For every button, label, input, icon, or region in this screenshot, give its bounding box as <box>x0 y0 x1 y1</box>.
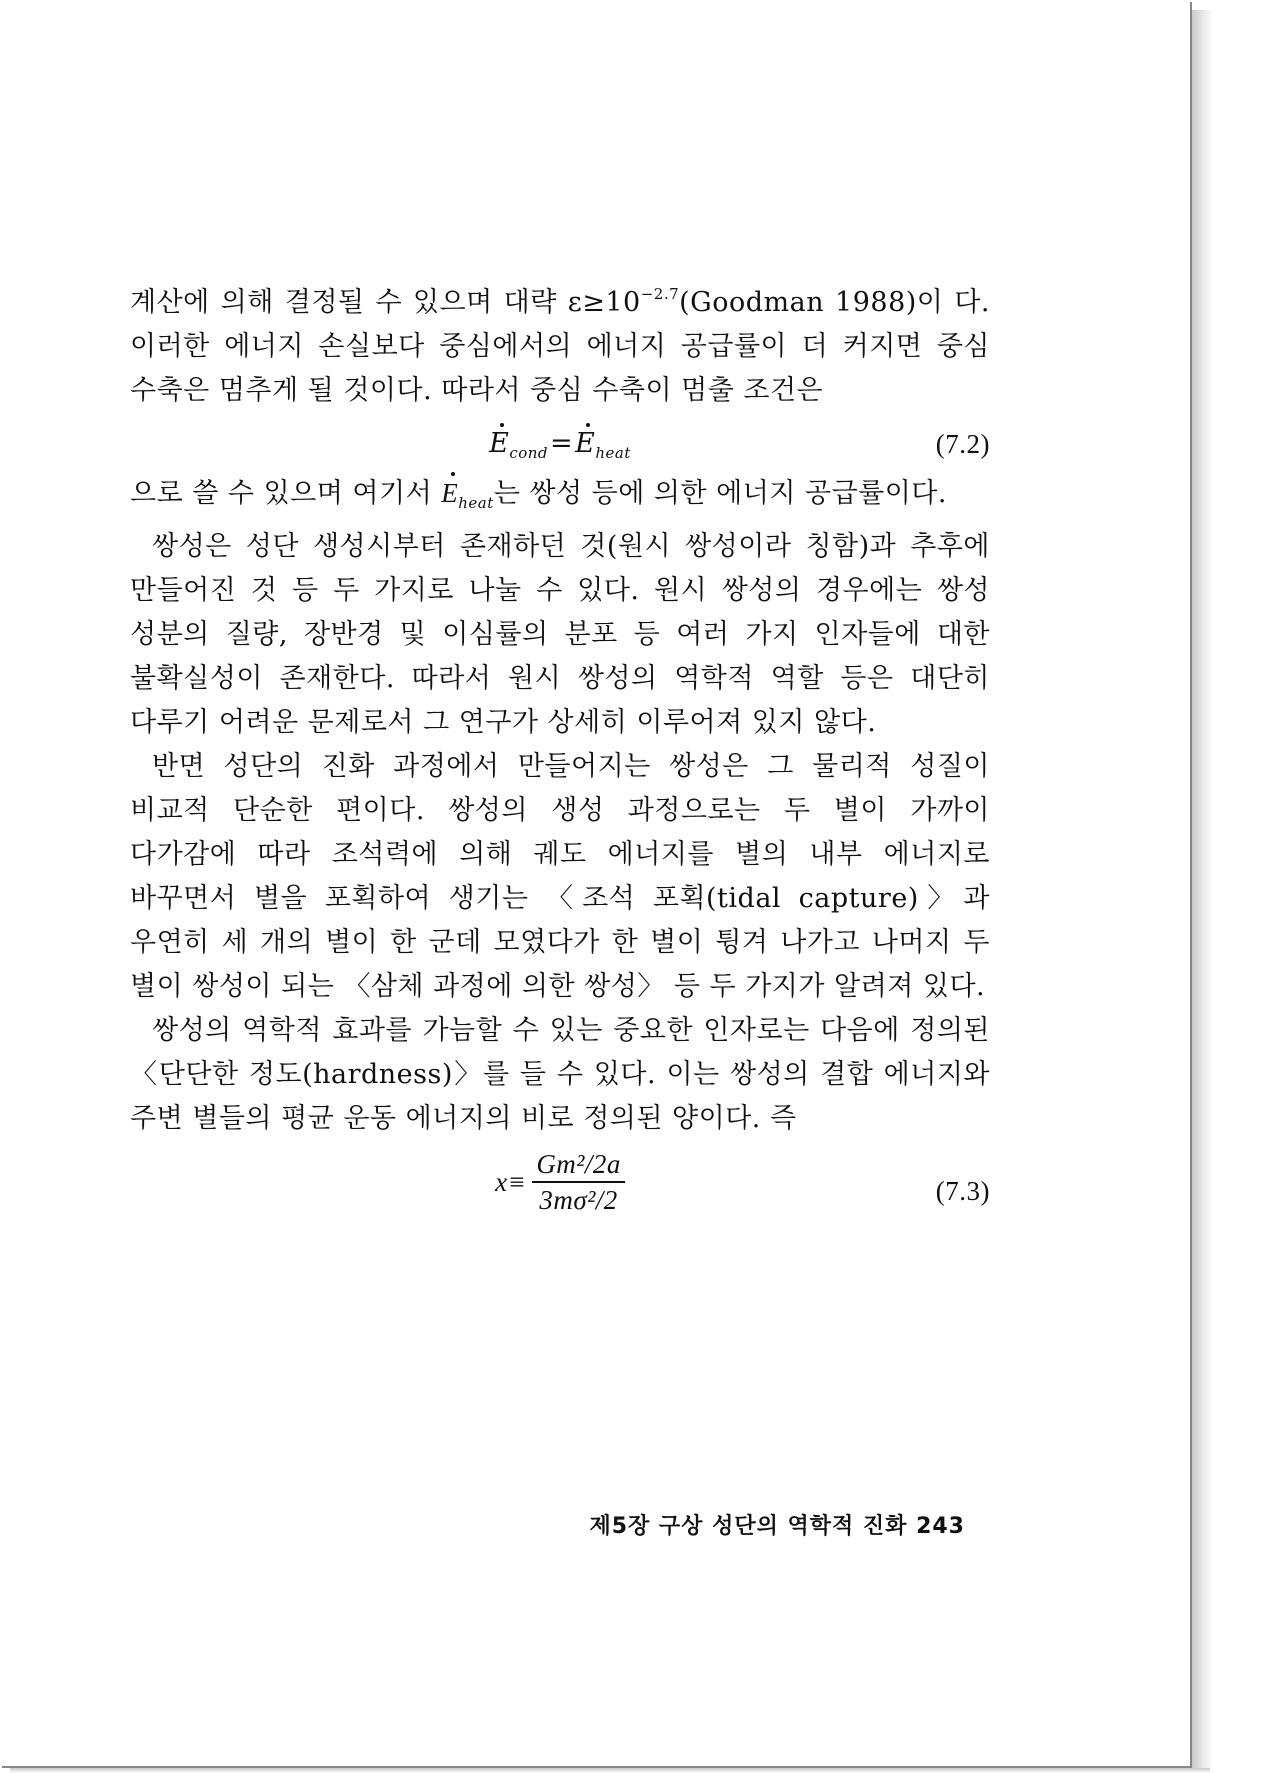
paragraph-2-tail: 는 쌍성 등에 의한 에너지 공급률이다. <box>493 478 947 509</box>
e-dot-symbol <box>489 422 509 466</box>
e-heat-base: E <box>575 428 596 459</box>
equals-sign: = <box>550 428 574 459</box>
e-cond-base: E <box>489 428 510 459</box>
paragraph-1-text: 계산에 의해 결정될 수 있으며 대략 ε≥10 <box>130 287 641 318</box>
e-heat-subscript: heat <box>595 444 631 462</box>
paragraph-1 <box>130 272 990 413</box>
exponent: −2.7 <box>640 285 680 303</box>
equation-number-7-2: (7.2) <box>935 429 990 459</box>
paragraph-1-tail: (Goodman 1988)이 다. 이러한 에너지 손실보다 중심에서의 에너지 공급률이 더 커지면 중심 수축은 멈추게 될 것이다. 따라서 중심 수축이 멈출 조건은 <box>130 287 990 406</box>
paragraph-5: 쌍성의 역학적 효과를 가늠할 수 있는 중요한 인자로는 다음에 정의된 〈단단한 정도(hardness)〉를 들 수 있다. 이는 쌍성의 결합 에너지와 주변 별들의 평균 운동 에너지의 비로 정의된 양이다. 즉 <box>130 1015 990 1134</box>
paragraph-4: 반면 성단의 진화 과정에서 만들어지는 쌍성은 그 물리적 성질이 비교적 단순한 편이다. 쌍성의 생성 과정으로는 두 별이 가까이 다가감에 따라 조석력에 의해 궤도 에너지를 별의 내부 에너지로 바꾸면서 별을 포획하여 생기는 〈조석 포획(tidal capture)〉과 우연히 세 개의 별이 한 군데 모였다가 한 별이 튕겨 나가고 나머지 두 별이 쌍성이 되는 〈삼체 과정에 의한 쌍성〉 등 두 가지가 알려져 있다. <box>130 751 990 1002</box>
equation-number-7-3: (7.3) <box>935 1176 990 1206</box>
equation-7-3-inner <box>495 1147 625 1217</box>
running-footer: 제5장 구상 성단의 역학적 진화 243 <box>589 1514 965 1539</box>
fraction-numerator: Gm²/2a <box>532 1147 625 1183</box>
paragraph-2 <box>130 471 990 525</box>
e-dot-symbol <box>575 422 595 466</box>
fraction-denominator: 3mσ²/2 <box>539 1185 618 1215</box>
equation-7-3-body <box>130 1147 990 1217</box>
fraction <box>532 1147 625 1217</box>
page-edge-shadow <box>1192 10 1214 1770</box>
page-body <box>130 272 990 1232</box>
e-cond-subscript: cond <box>509 444 549 462</box>
equation-7-2-body <box>130 422 990 475</box>
e-dot-symbol <box>441 471 458 515</box>
equation-7-3-lhs: x≡ <box>495 1167 527 1197</box>
paragraph-2-head: 으로 쓸 수 있으며 여기서 <box>130 478 442 509</box>
equation-7-3 <box>130 1147 990 1227</box>
paragraph-3: 쌍성은 성단 생성시부터 존재하던 것(원시 쌍성이라 칭함)과 추후에 만들어진 것 등 두 가지로 나눌 수 있다. 원시 쌍성의 경우에는 쌍성 성분의 질량, 장반경 및 이심률의 분포 등 여러 가지 인자들에 대한 불확실성이 존재한다. 따라서 원시 쌍성의 역학적 역할 등은 대단히 다루기 어려운 문제로서 그 연구가 상세히 이루어져 있지 않다. <box>130 531 990 738</box>
page-bottom-shadow <box>10 1768 1210 1773</box>
e-heat-inline-base: E <box>441 478 459 508</box>
e-heat-inline-subscript: heat <box>458 494 494 512</box>
equation-7-2 <box>130 416 990 466</box>
